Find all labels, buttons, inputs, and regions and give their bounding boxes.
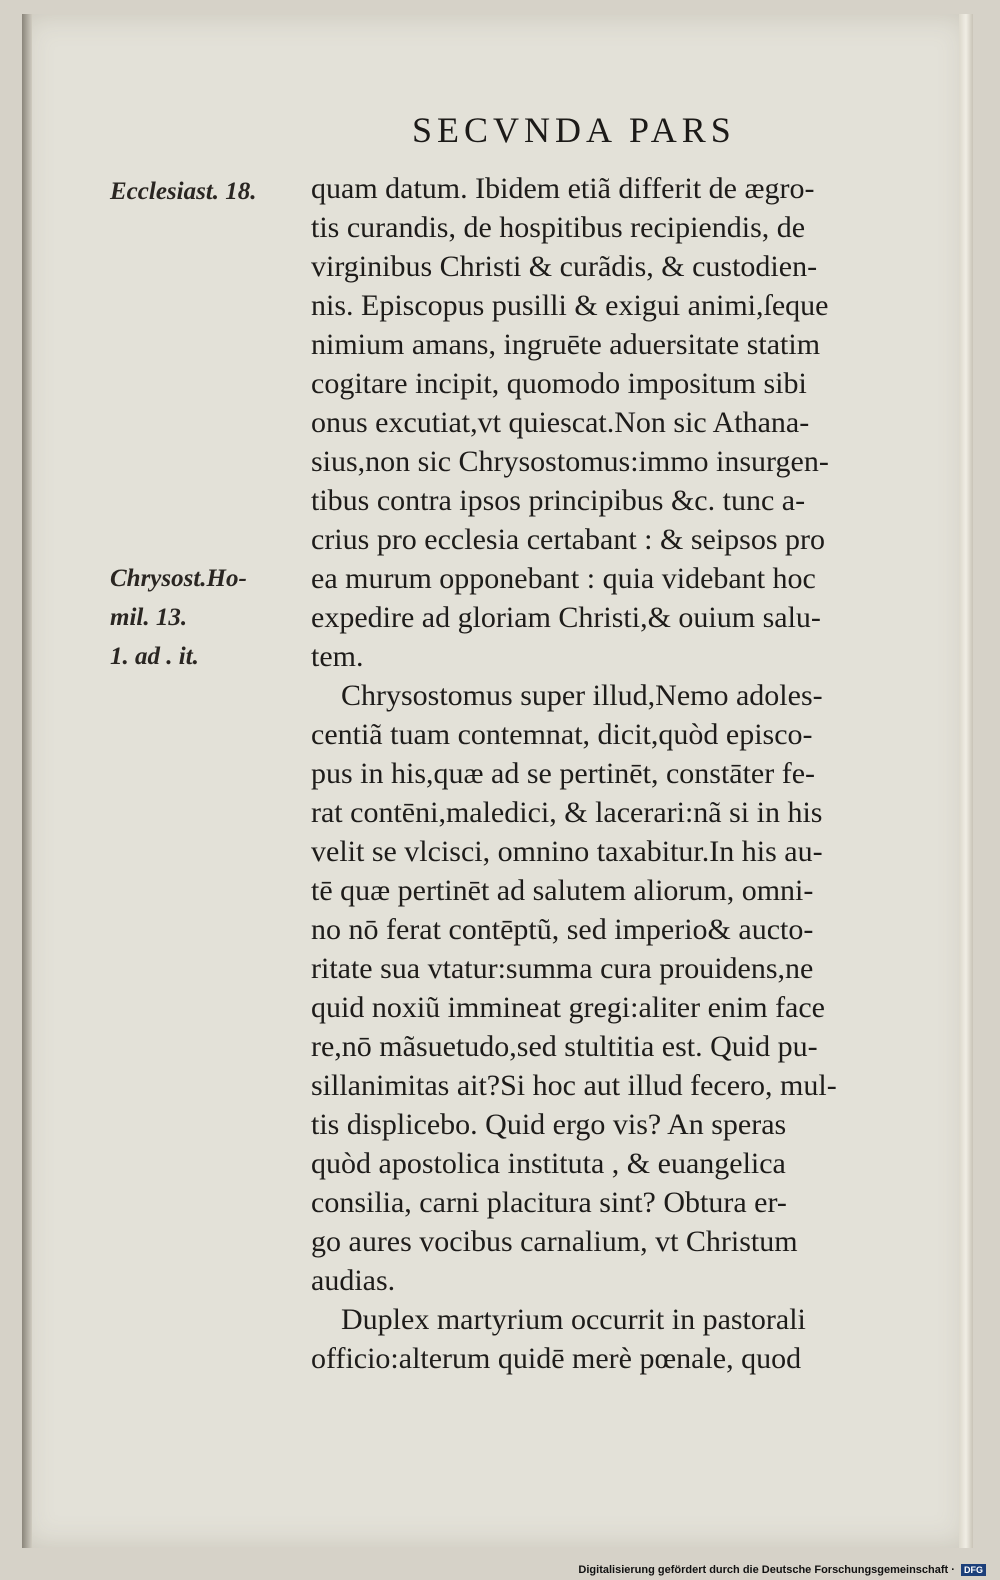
text-line: tis displicebo. Quid ergo vis? An speras — [311, 1108, 787, 1141]
text-line: nimium amans, ingruēte aduersitate statim — [311, 328, 821, 361]
credit-text: Digitalisierung gefördert durch die Deutsche Forschungsgemeinschaft · — [578, 1563, 955, 1576]
text-line: virginibus Christi & curãdis, & custodien- — [311, 250, 818, 283]
book-page — [22, 14, 973, 1548]
text-line: nis. Episcopus pusilli & exigui animi,ſeque — [311, 289, 829, 322]
page-gutter — [22, 14, 32, 1548]
text-line: quam datum. Ibidem etiã differit de ægro- — [311, 172, 815, 205]
margin-note: Chrysost.Ho- — [110, 565, 247, 592]
dfg-logo: DFG — [961, 1564, 986, 1576]
margin-note: Ecclesiast. 18. — [110, 178, 257, 205]
text-line: onus excutiat,vt quiescat.Non sic Athana- — [311, 406, 810, 439]
text-line: velit se vlcisci, omnino taxabitur.In his au- — [311, 835, 823, 868]
text-line: tis curandis, de hospitibus recipiendis, de — [311, 211, 806, 244]
text-line: pus in his,quæ ad se pertinēt, constāter fe- — [311, 757, 816, 790]
text-line: cogitare incipit, quomodo impositum sibi — [311, 367, 807, 400]
margin-note: mil. 13. — [110, 604, 188, 631]
text-line: no nō ferat contēptũ, sed imperio& aucto- — [311, 913, 814, 946]
text-line: centiã tuam contemnat, dicit,quòd episco- — [311, 718, 813, 751]
text-line: tē quæ pertinēt ad salutem aliorum, omni- — [311, 874, 814, 907]
text-line: quòd apostolica instituta , & euangelica — [311, 1147, 786, 1180]
text-line: audias. — [311, 1264, 396, 1297]
text-line: re,nō mãsuetudo,sed stultitia est. Quid pu- — [311, 1030, 818, 1063]
body-text — [311, 169, 941, 1378]
text-line: expedire ad gloriam Christi,& ouium salu- — [311, 601, 821, 634]
text-line: tibus contra ipsos principibus &c. tunc a- — [311, 484, 806, 517]
text-line: Duplex martyrium occurrit in pastorali — [311, 1303, 806, 1336]
running-title: SECVNDA PARS — [412, 110, 736, 150]
text-line: go aures vocibus carnalium, vt Christum — [311, 1225, 798, 1258]
page-edge — [959, 14, 973, 1548]
margin-notes — [110, 172, 300, 676]
text-line: sius,non sic Chrysostomus:immo insurgen- — [311, 445, 829, 478]
text-line: ea murum opponebant : quia videbant hoc — [311, 562, 816, 595]
margin-note: 1. ad . it. — [110, 643, 199, 670]
text-line: crius pro ecclesia certabant : & seipsos pro — [311, 523, 825, 556]
text-line: tem. — [311, 640, 364, 673]
text-line: consilia, carni placitura sint? Obtura er- — [311, 1186, 787, 1219]
digitization-credit — [578, 1564, 986, 1576]
text-line: quid noxiũ immineat gregi:aliter enim face — [311, 991, 825, 1024]
text-line: officio:alterum quidē merè pœnale, quod — [311, 1342, 802, 1375]
text-line: Chrysostomus super illud,Nemo adoles- — [311, 679, 823, 712]
text-line: rat contēni,maledici, & lacerari:nã si in his — [311, 796, 823, 829]
text-line: sillanimitas ait?Si hoc aut illud fecero, mul- — [311, 1069, 837, 1102]
text-line: ritate sua vtatur:summa cura prouidens,ne — [311, 952, 814, 985]
